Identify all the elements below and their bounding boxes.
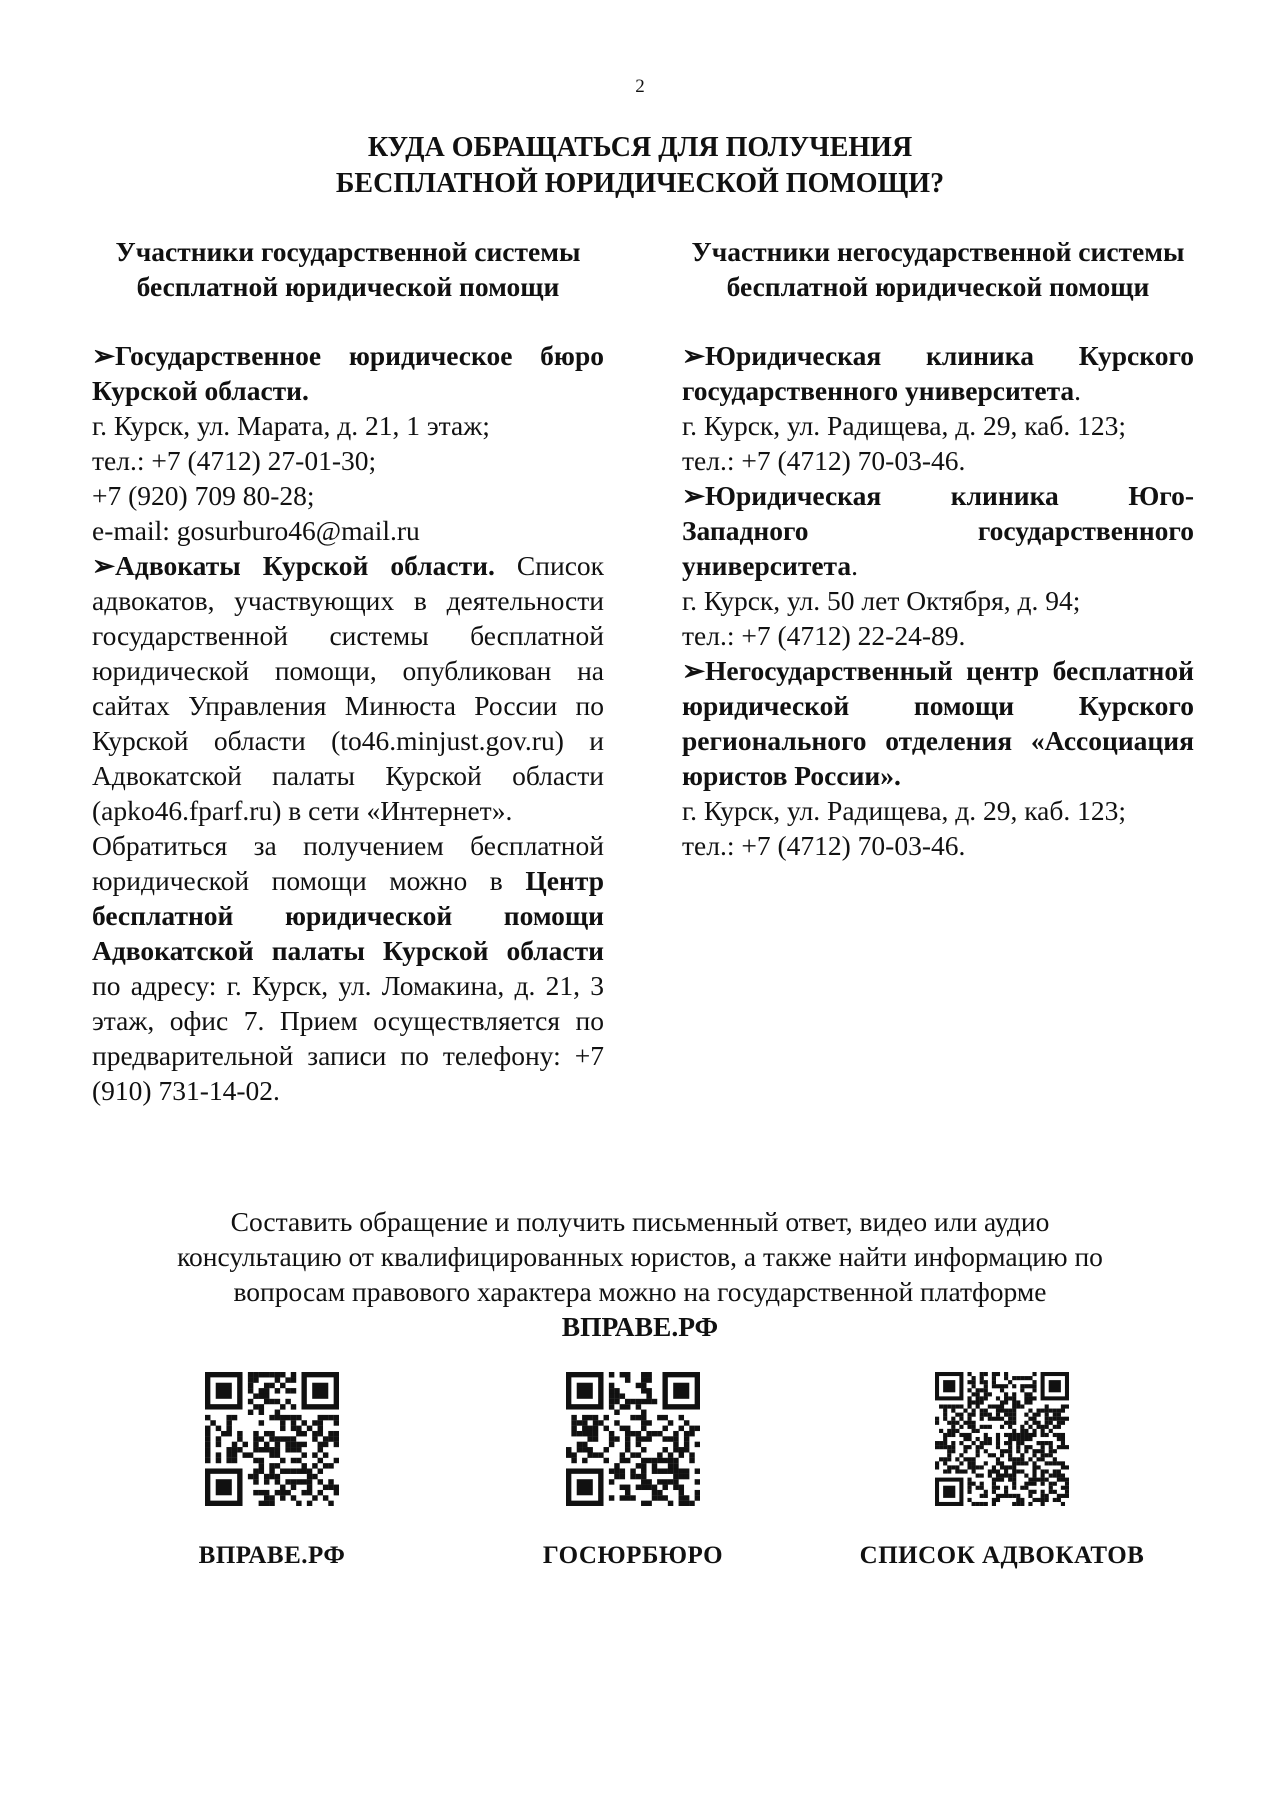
qr-label: ГОСЮРБЮРО — [542, 1542, 724, 1569]
left-column — [92, 234, 604, 1108]
swsu-clinic-address: г. Курск, ул. 50 лет Октября, д. 94; — [682, 585, 1081, 616]
gosurburo-address: г. Курск, ул. Марата, д. 21, 1 этаж; — [92, 410, 490, 441]
qr-item-advocates-list[interactable] — [852, 1372, 1152, 1570]
nongov-center-phone: тел.: +7 (4712) 70-03-46. — [682, 830, 966, 861]
arrow-bullet-icon: ➢ — [92, 550, 116, 581]
gosurburo-phone-1: тел.: +7 (4712) 27-01-30; — [92, 445, 377, 476]
platform-brand: ВПРАВЕ.РФ — [561, 1311, 719, 1342]
bullet-gosurburo: ➢Государственное юридическое бюро Курской области. — [92, 340, 604, 406]
center-details: по адресу: г. Курск, ул. Ломакина, д. 21, 3 этаж, офис 7. Прием осуществляется по предварительной записи по телефону: +7 (910) 731-14-02. — [92, 970, 604, 1106]
page-number: 2 — [635, 76, 645, 97]
qr-item-gosurburo[interactable] — [483, 1372, 783, 1570]
right-column-heading: Участники негосударственной системы бесплатной юридической помощи — [691, 236, 1185, 302]
bullet-nongov-center: ➢Негосударственный центр бесплатной юридической помощи Курского регионального отделения «Ассоциация юристов России». — [682, 655, 1194, 791]
platform-info: Составить обращение и получить письменный ответ, видео или аудио консультацию от квалифицированных юристов, а также найти информацию по вопросам правового характера можно на государственной платформе ВПРАВЕ.РФ — [177, 1206, 1103, 1342]
arrow-bullet-icon: ➢ — [682, 655, 706, 686]
qr-code-icon[interactable] — [205, 1372, 339, 1506]
arrow-bullet-icon: ➢ — [92, 340, 116, 371]
arrow-bullet-icon: ➢ — [682, 480, 706, 511]
center-name: Центр бесплатной юридической помощи Адвокатской палаты Курской области — [92, 865, 604, 966]
qr-code-icon[interactable] — [566, 1372, 700, 1506]
arrow-bullet-icon: ➢ — [682, 340, 706, 371]
advocates-name: Адвокаты Курской области — [115, 550, 488, 581]
ksu-clinic-name: Юридическая клиника Курского государственного университета — [682, 340, 1194, 406]
gosurburo-name: Государственное юридическое бюро Курской области — [92, 340, 604, 406]
gosurburo-phone-2: +7 (920) 709 80-28; — [92, 480, 315, 511]
bullet-ksu-clinic: ➢Юридическая клиника Курского государственного университета. — [682, 340, 1194, 406]
left-column-heading: Участники государственной системы бесплатной юридической помощи — [115, 236, 581, 302]
swsu-clinic-name: Юридическая клиника Юго-Западного государственного университета — [682, 480, 1194, 581]
ksu-clinic-phone: тел.: +7 (4712) 70-03-46. — [682, 445, 966, 476]
right-column — [682, 234, 1194, 863]
nongov-center-address: г. Курск, ул. Радищева, д. 29, каб. 123; — [682, 795, 1126, 826]
center-paragraph: Обратиться за получением бесплатной юридической помощи можно в Центр бесплатной юридической помощи Адвокатской палаты Курской области по адресу: г. Курск, ул. Ломакина, д. 21, 3 этаж, офис 7. Прием осуществляется по предварительной записи по телефону: +7 (910) 731-14-02. — [92, 830, 604, 1106]
qr-label: СПИСОК АДВОКАТОВ — [859, 1542, 1145, 1569]
gosurburo-email[interactable]: e-mail: gosurburo46@mail.ru — [92, 515, 420, 546]
ksu-clinic-address: г. Курск, ул. Радищева, д. 29, каб. 123; — [682, 410, 1126, 441]
title-line-1: КУДА ОБРАЩАТЬСЯ ДЛЯ ПОЛУЧЕНИЯ — [367, 132, 913, 163]
qr-item-vprave[interactable] — [122, 1372, 422, 1570]
bullet-swsu-clinic: ➢Юридическая клиника Юго-Западного государственного университета. — [682, 480, 1194, 581]
page-title — [0, 130, 1280, 202]
swsu-clinic-phone: тел.: +7 (4712) 22-24-89. — [682, 620, 966, 651]
nongov-center-name: Негосударственный центр бесплатной юридической помощи Курского регионального отделения «Ассоциация юристов России» — [682, 655, 1194, 791]
advocates-description: Список адвокатов, участвующих в деятельности государственной системы бесплатной юридической помощи, опубликован на сайтах Управления Минюста России по Курской области (to46.minjust.gov.ru) и Адвокатской палаты Курской области (apko46.fparf.ru) в сети «Интернет». — [92, 550, 605, 826]
qr-code-icon[interactable] — [935, 1372, 1069, 1506]
bullet-advocates: ➢Адвокаты Курской области. Список адвокатов, участвующих в деятельности государственной системы бесплатной юридической помощи, опубликован на сайтах Управления Минюста России по Курской области (to46.minjust.gov.ru) и Адвокатской палаты Курской области (apko46.fparf.ru) в сети «Интернет». — [92, 550, 605, 826]
qr-label: ВПРАВЕ.РФ — [198, 1542, 346, 1569]
title-line-2: БЕСПЛАТНОЙ ЮРИДИЧЕСКОЙ ПОМОЩИ? — [335, 168, 945, 199]
